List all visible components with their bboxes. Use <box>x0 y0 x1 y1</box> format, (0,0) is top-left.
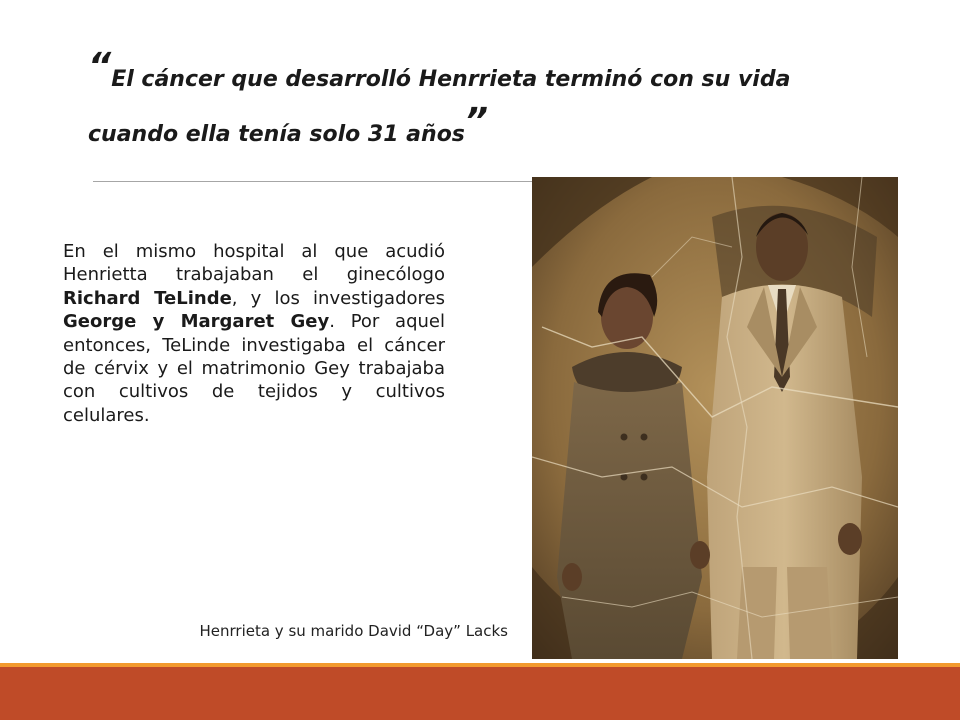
couple-photo <box>532 177 898 659</box>
footer-band <box>0 667 960 720</box>
title-divider <box>93 181 533 182</box>
body-bold-telinde: Richard TeLinde <box>63 287 232 309</box>
body-bold-gey: George y Margaret Gey <box>63 311 330 333</box>
body-paragraph <box>63 240 445 427</box>
body-text-1: En el mismo hospital al que acudió Henrietta trabajaban el ginecólogo <box>63 241 445 286</box>
title-text: El cáncer que desarrolló Henrrieta terminó con su vida cuando ella tenía solo 31 años <box>88 67 791 147</box>
photo-caption: Henrrieta y su marido David “Day” Lacks <box>199 622 508 640</box>
body-text-2: , y los investigadores <box>231 287 445 309</box>
close-quote: ” <box>464 101 489 142</box>
body-text-3: . Por aquel entonces, TeLinde investigaba el cáncer de cérvix y el matrimonio Gey trabajaba con cultivos de tejidos y cultivos celulares. <box>63 311 445 426</box>
open-quote: “ <box>88 46 112 87</box>
slide-title <box>88 46 848 162</box>
